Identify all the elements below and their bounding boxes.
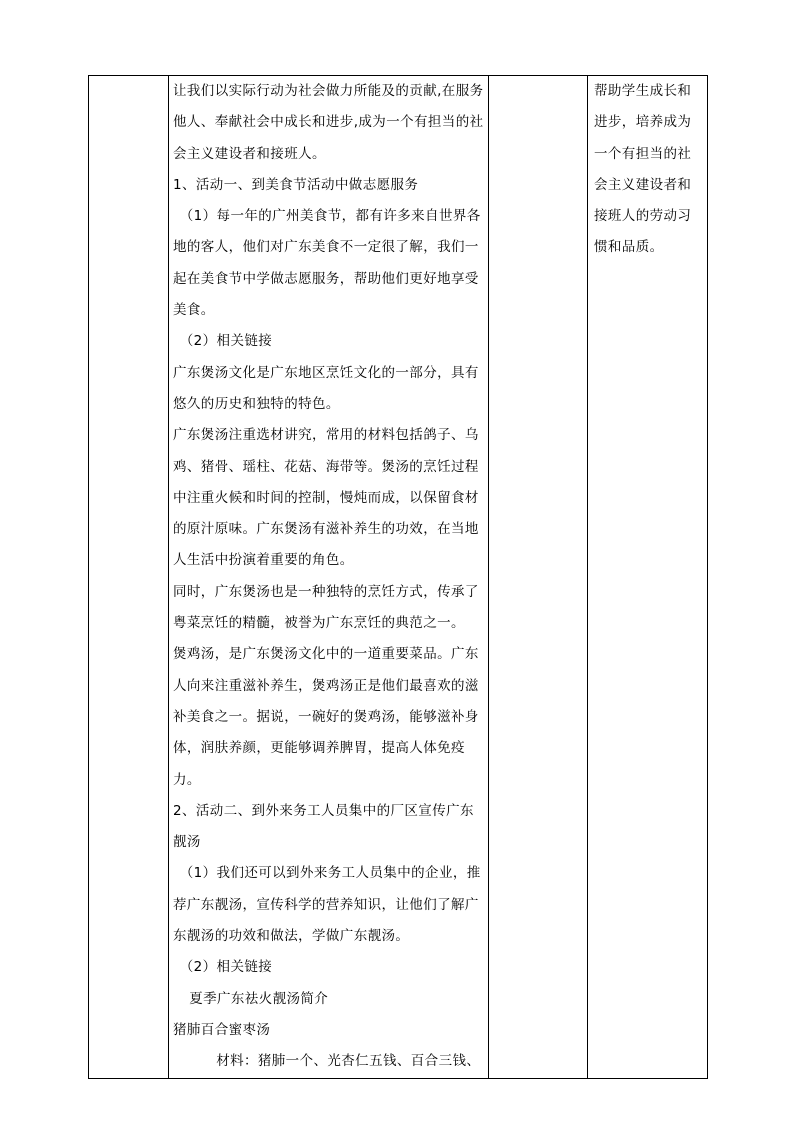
related-link-heading-2: （2）相关链接	[179, 959, 273, 976]
paragraph-intro: 让我们以实际行动为社会做力所能及的贡献,在服务他人、奉献社会中成长和进步,成为一个有担当的社会主义建设者和接班人。	[173, 83, 484, 162]
content-cell	[169, 76, 489, 1079]
empty-cell-left	[89, 76, 169, 1079]
goal-text: 帮助学生成长和进步，培养成为一个有担当的社会主义建设者和接班人的劳动习惯和品质。	[594, 83, 692, 256]
paragraph-food-festival: （1）每一年的广州美食节，都有许多来自世界各地的客人，他们对广东美食不一定很了解，我们一起在美食节中学做志愿服务，帮助他们更好地享受美食。	[173, 208, 481, 319]
soup-name: 猪肺百合蜜枣汤	[173, 1021, 271, 1038]
paragraph-soup-culture: 广东煲汤文化是广东地区烹饪文化的一部分，具有悠久的历史和独特的特色。	[173, 364, 479, 412]
paragraph-factory-promotion: （1）我们还可以到外来务工人员集中的企业，推荐广东靓汤，宣传科学的营养知识，让他们了解广东靓汤的功效和做法，学做广东靓汤。	[173, 865, 481, 945]
summer-soup-title: 夏季广东祛火靓汤简介	[189, 990, 329, 1007]
paragraph-chicken-soup: 煲鸡汤，是广东煲汤文化中的一道重要菜品。广东人向来注重滋补养生，煲鸡汤正是他们最喜欢的滋补美食之一。据说，一碗好的煲鸡汤，能够滋补身体，润肤养颜，更能够调养脾胃，提高人体免疫力。	[173, 646, 479, 788]
content-text	[173, 76, 486, 1078]
goal-cell	[588, 76, 708, 1079]
table-row	[89, 76, 708, 1079]
paragraph-soup-ingredients: 广东煲汤注重选材讲究，常用的材料包括鸽子、乌鸡、猪骨、瑶柱、花菇、海带等。煲汤的烹饪过程中注重火候和时间的控制，慢炖而成，以保留食材的原汁原味。广东煲汤有滋补养生的功效，在当地人生活中扮演着重要的角色。	[173, 427, 479, 569]
related-link-heading-1: （2）相关链接	[179, 333, 273, 350]
empty-cell-middle	[489, 76, 588, 1079]
paragraph-soup-tradition: 同时，广东煲汤也是一种独特的烹饪方式，传承了粤菜烹饪的精髓，被誉为广东烹饪的典范之一。	[173, 583, 479, 632]
soup-ingredients: 材料：猪肺一个、光杏仁五钱、百合三钱、	[216, 1053, 481, 1070]
activity-two-heading: 2、活动二、到外来务工人员集中的厂区宣传广东靓汤	[173, 802, 474, 851]
lesson-plan-table	[88, 75, 708, 1079]
activity-one-heading: 1、活动一、到美食节活动中做志愿服务	[173, 176, 419, 193]
